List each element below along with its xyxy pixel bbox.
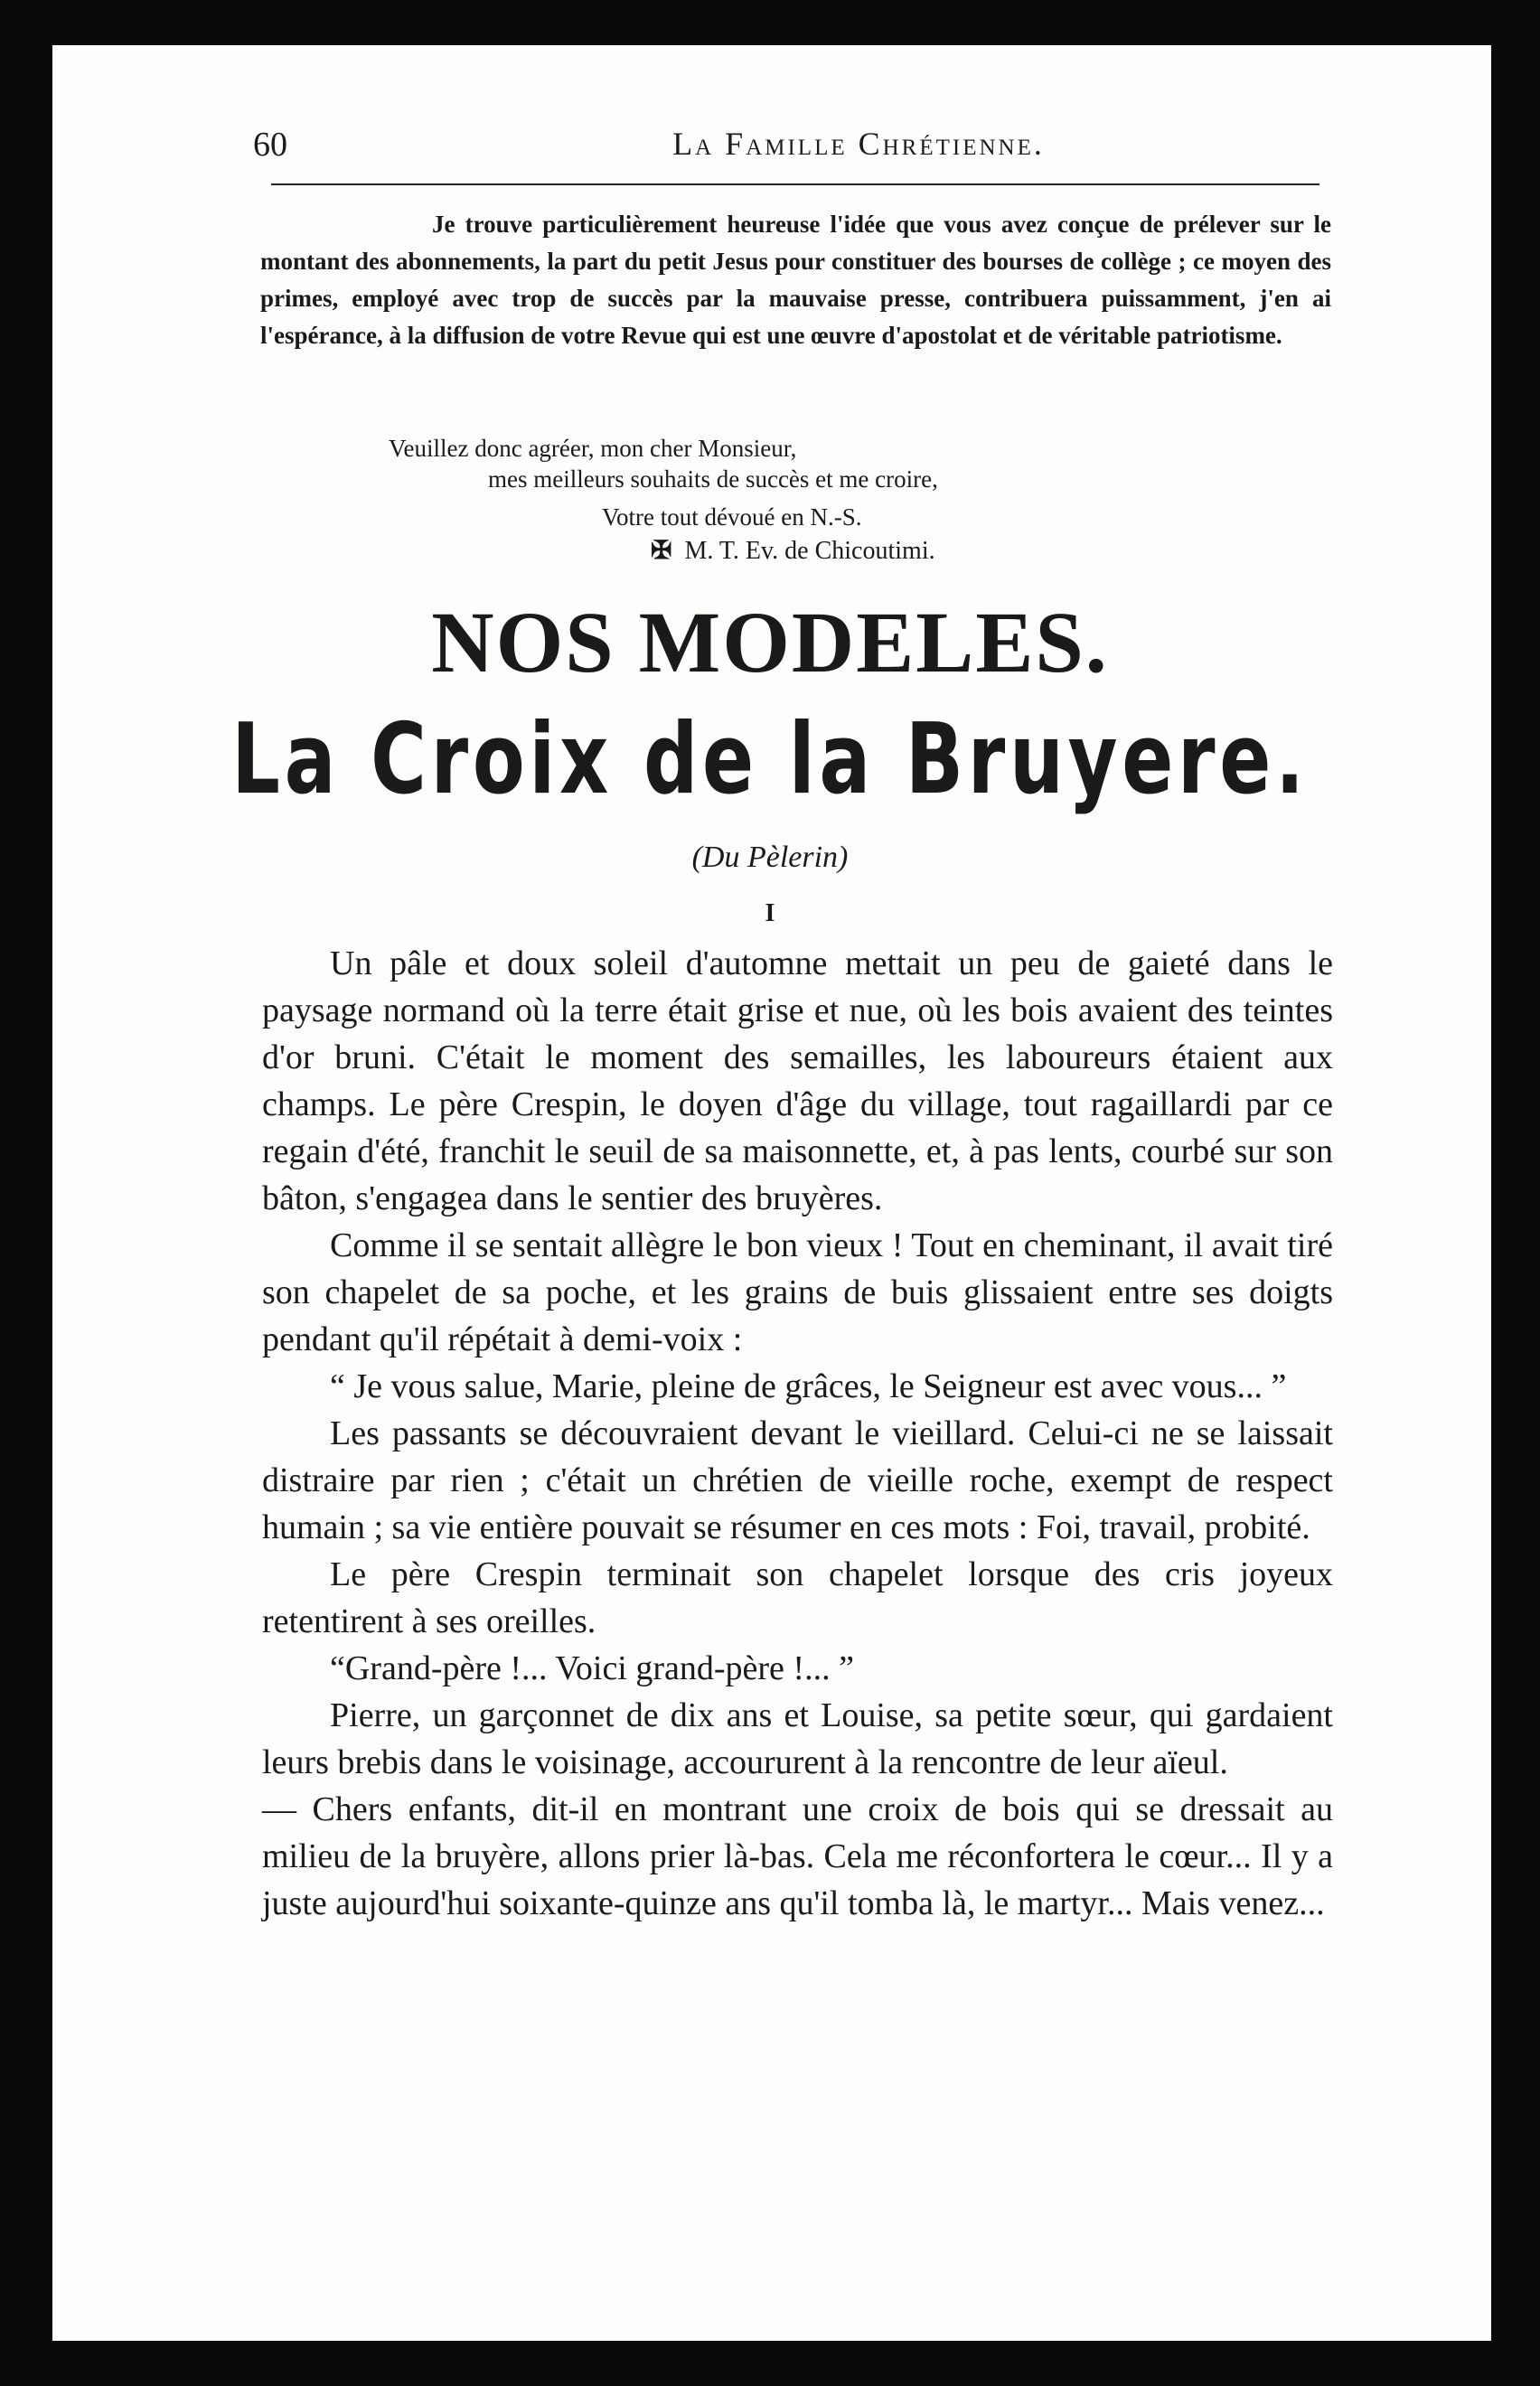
body-paragraph: “Grand-père !... Voici grand-père !... ” — [330, 1649, 854, 1687]
letter-excerpt — [260, 206, 1331, 354]
page-header — [253, 125, 1319, 179]
article-title: La Croix de la Bruyere. — [231, 703, 1309, 816]
header-rule — [271, 183, 1319, 185]
body-paragraph: Les passants se découvraient devant le vieillard. Celui-ci ne se laissait distraire par rien ; c'était un chrétien de vieille roche, exempt de respect humain ; sa vie entière pouvait se résumer en ces mots : Foi, travail, probité. — [262, 1414, 1333, 1546]
running-title: La Famille Chrétienne. — [672, 126, 1045, 162]
letter-signature — [651, 535, 935, 566]
page-number: 60 — [253, 126, 287, 164]
body-paragraph: — Chers enfants, dit-il en montrant une croix de bois qui se dressait au milieu de la bruyère, allons prier là-bas. Cela me réconfortera le cœur... Il y a juste aujourd'hui soixante-quinze ans qu'il tomba là, le martyr... Mais venez... — [262, 1790, 1333, 1922]
article-body — [262, 940, 1333, 1927]
body-paragraph: Le père Crespin terminait son chapelet lorsque des cris joyeux retentirent à ses oreilles. — [262, 1555, 1333, 1640]
letter-paragraph: Je trouve particulièrement heureuse l'idée que vous avez conçue de prélever sur le montant des abonnements, la part du petit Jesus pour constituer des bourses de collège ; ce moyen des primes, employé avec trop de succès par la mauvaise presse, contribuera puissamment, j'en ai l'espérance, à la diffusion de votre Revue qui est une œuvre d'apostolat et de véritable patriotisme. — [260, 211, 1331, 349]
body-paragraph: Pierre, un garçonnet de dix ans et Louise, sa petite sœur, qui gardaient leurs brebis dans le voisinage, accoururent à la rencontre de leur aïeul. — [262, 1696, 1333, 1781]
article-source: (Du Pèlerin) — [691, 841, 849, 874]
signature-text: M. T. Ev. de Chicoutimi. — [684, 537, 935, 565]
body-paragraph: Comme il se sentait allègre le bon vieux ! Tout en cheminant, il avait tiré son chapelet de sa poche, et les grains de buis glissaient entre ses doigts pendant qu'il répétait à demi-voix : — [262, 1226, 1333, 1358]
body-paragraph: Un pâle et doux soleil d'automne mettait un peu de gaieté dans le paysage normand où la terre était grise et nue, où les bois avaient des teintes d'or bruni. C'était le moment des semailles, les laboureurs étaient aux champs. Le père Crespin, le doyen d'âge du village, tout ragaillardi par ce regain d'été, franchit le seuil de sa maisonnette, et, à pas lents, courbé sur son bâton, s'engagea dans le sentier des bruyères. — [262, 944, 1333, 1217]
chapter-number: I — [765, 899, 775, 927]
letter-closing-line: Veuillez donc agréer, mon cher Monsieur, — [389, 435, 797, 462]
section-title: NOS MODELES. — [431, 594, 1109, 690]
cross-icon: ✠ — [651, 537, 672, 565]
letter-closing-line: mes meilleurs souhaits de succès et me croire, — [488, 465, 938, 493]
letter-closing-line: Votre tout dévoué en N.-S. — [602, 503, 862, 531]
body-paragraph: “ Je vous salue, Marie, pleine de grâces, le Seigneur est avec vous... ” — [330, 1367, 1287, 1405]
